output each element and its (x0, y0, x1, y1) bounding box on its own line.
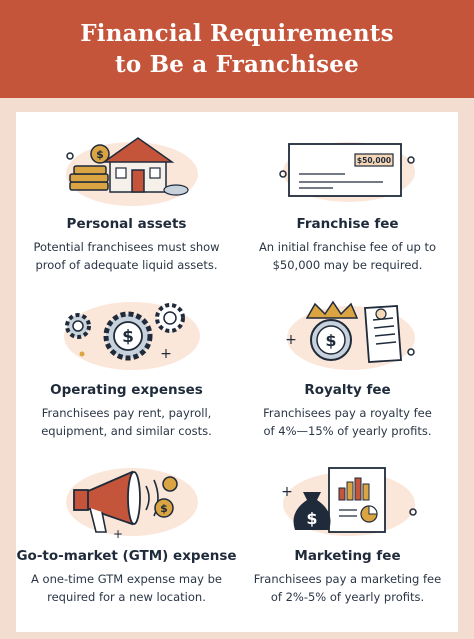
svg-text:$: $ (95, 148, 104, 161)
item-royalty-fee (237, 278, 458, 451)
svg-text:$: $ (121, 327, 134, 347)
check-amount: $50,000 (356, 156, 391, 165)
gears-dollar-icon (52, 296, 202, 376)
svg-text:+: + (284, 332, 297, 348)
item-title: Personal assets (66, 216, 187, 232)
item-description: Potential franchisees must show proof of adequate liquid assets. (33, 240, 220, 272)
money-bag-chart-icon (273, 462, 423, 542)
item-title: Marketing fee (294, 548, 401, 564)
item-description: An initial franchise fee of up to $50,000 may be required. (258, 240, 437, 272)
svg-text:$: $ (159, 502, 168, 515)
item-description: A one-time GTM expense may be required for a new location. (31, 572, 222, 604)
item-gtm-expense (16, 444, 237, 617)
item-title: Royalty fee (304, 382, 391, 398)
item-personal-assets (16, 112, 237, 285)
item-franchise-fee (237, 112, 458, 285)
item-title: Franchise fee (296, 216, 399, 232)
house-coins-icon (52, 130, 202, 210)
check-icon (273, 130, 423, 210)
svg-text:+: + (159, 346, 172, 362)
item-marketing-fee (237, 444, 458, 617)
item-operating-expenses (16, 278, 237, 451)
item-description: Franchisees pay a marketing fee of 2%-5% of yearly profits. (253, 572, 442, 604)
page-title-line1: Financial Requirements (80, 20, 394, 47)
item-description: Franchisees pay a royalty fee of 4%—15% of yearly profits. (263, 406, 432, 438)
svg-text:+: + (112, 527, 123, 541)
header-banner (0, 0, 474, 98)
item-title: Operating expenses (50, 382, 203, 398)
content-panel (16, 112, 458, 632)
item-description: Franchisees pay rent, payroll, equipment, and similar costs. (41, 406, 212, 438)
svg-text:$: $ (305, 509, 318, 528)
page-title-line2: to Be a Franchisee (115, 51, 359, 78)
crown-coin-receipt-icon (273, 296, 423, 376)
svg-text:+: + (280, 484, 293, 500)
svg-text:$: $ (324, 331, 337, 350)
megaphone-coins-icon (52, 462, 202, 542)
item-title: Go-to-market (GTM) expense (16, 548, 237, 564)
